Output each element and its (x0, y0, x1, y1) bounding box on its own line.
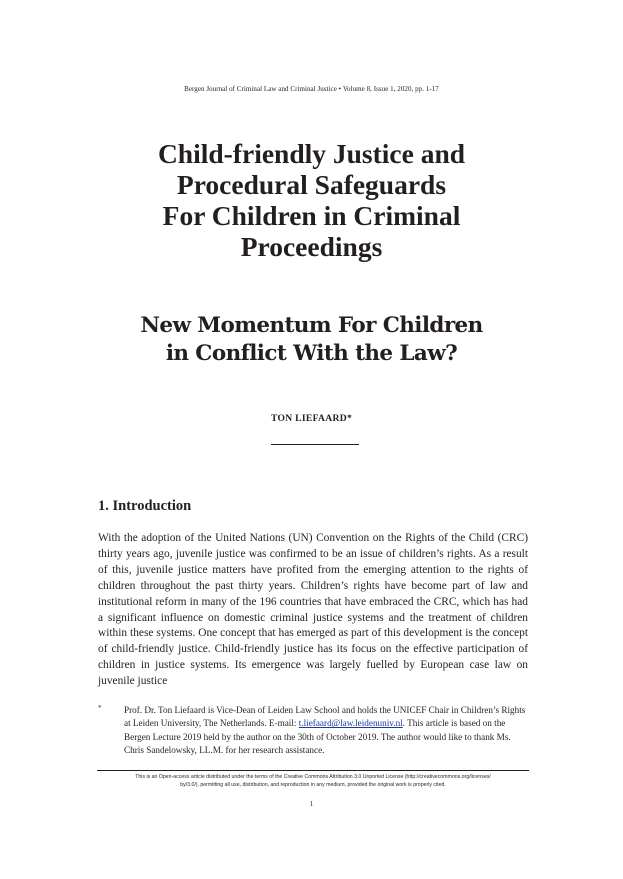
author-email-link[interactable]: t.liefaard@law.leidenuniv.nl (298, 718, 403, 729)
title-line: Proceedings (240, 231, 383, 262)
footnote (124, 704, 529, 757)
article-title (60, 138, 563, 262)
section-heading: 1. Introduction (98, 498, 192, 514)
author-name: TON LIEFAARD* (270, 413, 353, 424)
title-line: Child-friendly Justice and (157, 138, 466, 169)
footnote-text-continued: . This article is based on the Bergen Lecture 2019 held by the author on the 30th of October 2019. The author would like to thank Ms. Chris Sandelowsky, LL.M. for her research assistance. (124, 718, 511, 755)
article-subtitle (60, 312, 563, 368)
footnote-text: Prof. Dr. Ton Liefaard is Vice-Dean of Leiden Law School and holds the UNICEF Chair in Children’s Rights at Leiden University, The Netherlands. E-mail: (124, 705, 526, 729)
subtitle-line: New Momentum For Children (140, 313, 483, 338)
title-line: For Children in Criminal (162, 200, 461, 231)
journal-citation: Bergen Journal of Criminal Law and Criminal Justice • Volume 8, Issue 1, 2020, pp. 1-17 (184, 85, 439, 93)
author-divider (271, 444, 359, 445)
page-number: 1 (309, 800, 314, 808)
license-notice (92, 773, 534, 789)
footnote-marker: * (98, 704, 102, 712)
license-line: This is an Open-access article distributed under the terms of the Creative Commons Attribution 3.0 Unported License (http://creativecommons.org/licenses/ (135, 774, 491, 780)
subtitle-line: in Conflict With the Law? (165, 341, 458, 366)
license-line: by/3.0/), permitting all use, distribution, and reproduction in any medium, provided the original work is properly cited. (180, 782, 446, 789)
body-paragraph: With the adoption of the United Nations (UN) Convention on the Rights of the Child (CRC) thirty years ago, juvenile justice was confirmed to be an issue of children’s rights. As a result of this, juvenile justice matters have profited from the emerging attention to the rights of children throughout the past thirty years. Children’s rights have become part of law and institutional reform in many of the 196 countries that have embraced the CRC, which has had a significant influence on domestic criminal justice systems and the treatment of children within these systems. One concept that has emerged as part of this development is the concept of child-friendly justice. Child-friendly justice has its focus on the effective participation of children in justice systems. Its emergence was largely fuelled by European case law on juvenile justice (98, 532, 528, 688)
footer-divider (97, 770, 529, 771)
title-line: Procedural Safeguards (176, 169, 447, 200)
